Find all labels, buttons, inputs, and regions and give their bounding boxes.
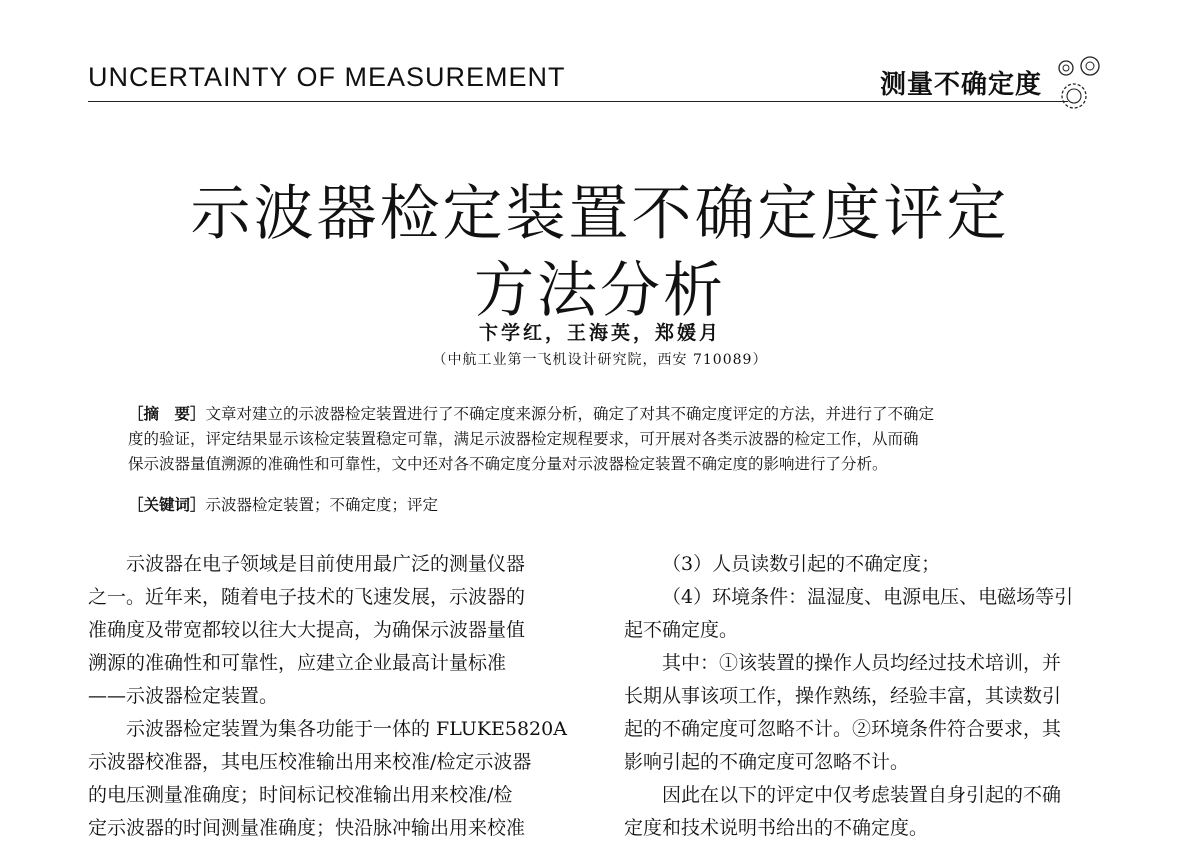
abstract-line: 保示波器量值溯源的准确性和可靠性，文中还对各不确定度分量对示波器检定装置不确定度的影响进行了分析。 xyxy=(128,455,888,473)
body-line: （4）环境条件：温湿度、电源电压、电磁场等引 xyxy=(662,586,1074,608)
body-line: 起不确定度。 xyxy=(624,619,739,641)
body-line: 因此在以下的评定中仅考虑装置自身引起的不确 xyxy=(662,784,1062,806)
keywords xyxy=(128,493,1078,515)
body-line: 定示波器的时间测量准确度；快沿脉冲输出用来校准 xyxy=(88,817,526,839)
keywords-text: 示波器检定装置；不确定度；评定 xyxy=(205,496,439,514)
abstract xyxy=(128,402,1078,477)
paper-title-line-1: 示波器检定装置不确定度评定 xyxy=(190,179,1010,249)
paper-title-line-2: 方法分析 xyxy=(474,256,726,326)
body-line: 示波器检定装置为集各功能于一体的 FLUKE5820A xyxy=(126,718,567,740)
body-line: 示波器在电子领域是目前使用最广泛的测量仪器 xyxy=(126,553,526,575)
journal-header-chinese: 测量不确定度 xyxy=(880,70,1043,100)
body-line: 示波器校准器，其电压校准输出用来校准/检定示波器 xyxy=(88,751,532,773)
body-line: ——示波器检定装置。 xyxy=(88,685,279,707)
body-line: 定度和技术说明书给出的不确定度。 xyxy=(624,817,929,839)
body-line: （3）人员读数引起的不确定度； xyxy=(662,553,941,575)
decorative-circles-icon xyxy=(1050,54,1110,114)
body-line: 准确度及带宽都较以往大大提高，为确保示波器量值 xyxy=(88,619,526,641)
keywords-label: ［关键词］ xyxy=(128,496,206,514)
affiliation: （中航工业第一飞机设计研究院，西安 710089） xyxy=(432,352,768,368)
journal-header-english: UNCERTAINTY OF MEASUREMENT xyxy=(88,62,566,92)
authors: 卞学红，王海英，郑媛月 xyxy=(478,322,721,344)
body-line: 之一。近年来，随着电子技术的飞速发展，示波器的 xyxy=(88,586,526,608)
body-line: 其中：①该装置的操作人员均经过技术培训，并 xyxy=(662,652,1062,674)
abstract-line: 度的验证，评定结果显示该检定装置稳定可靠，满足示波器检定规程要求，可开展对各类示波器的检定工作，从而确 xyxy=(128,430,919,448)
body-line: 影响引起的不确定度可忽略不计。 xyxy=(624,751,910,773)
body-right-column xyxy=(624,548,1124,845)
abstract-line: ［摘 要］文章对建立的示波器检定装置进行了不确定度来源分析，确定了对其不确定度评定的方法，并进行了不确定 xyxy=(128,405,935,423)
abstract-label: ［摘 要］ xyxy=(128,405,206,423)
body-line: 长期从事该项工作，操作熟练，经验丰富，其读数引 xyxy=(624,685,1062,707)
body-left-column xyxy=(88,548,588,845)
header-rule xyxy=(88,101,1068,102)
body-line: 溯源的准确性和可靠性，应建立企业最高计量标准 xyxy=(88,652,507,674)
body-line: 的电压测量准确度；时间标记校准输出用来校准/检 xyxy=(88,784,513,806)
body-line: 起的不确定度可忽略不计。②环境条件符合要求，其 xyxy=(624,718,1062,740)
